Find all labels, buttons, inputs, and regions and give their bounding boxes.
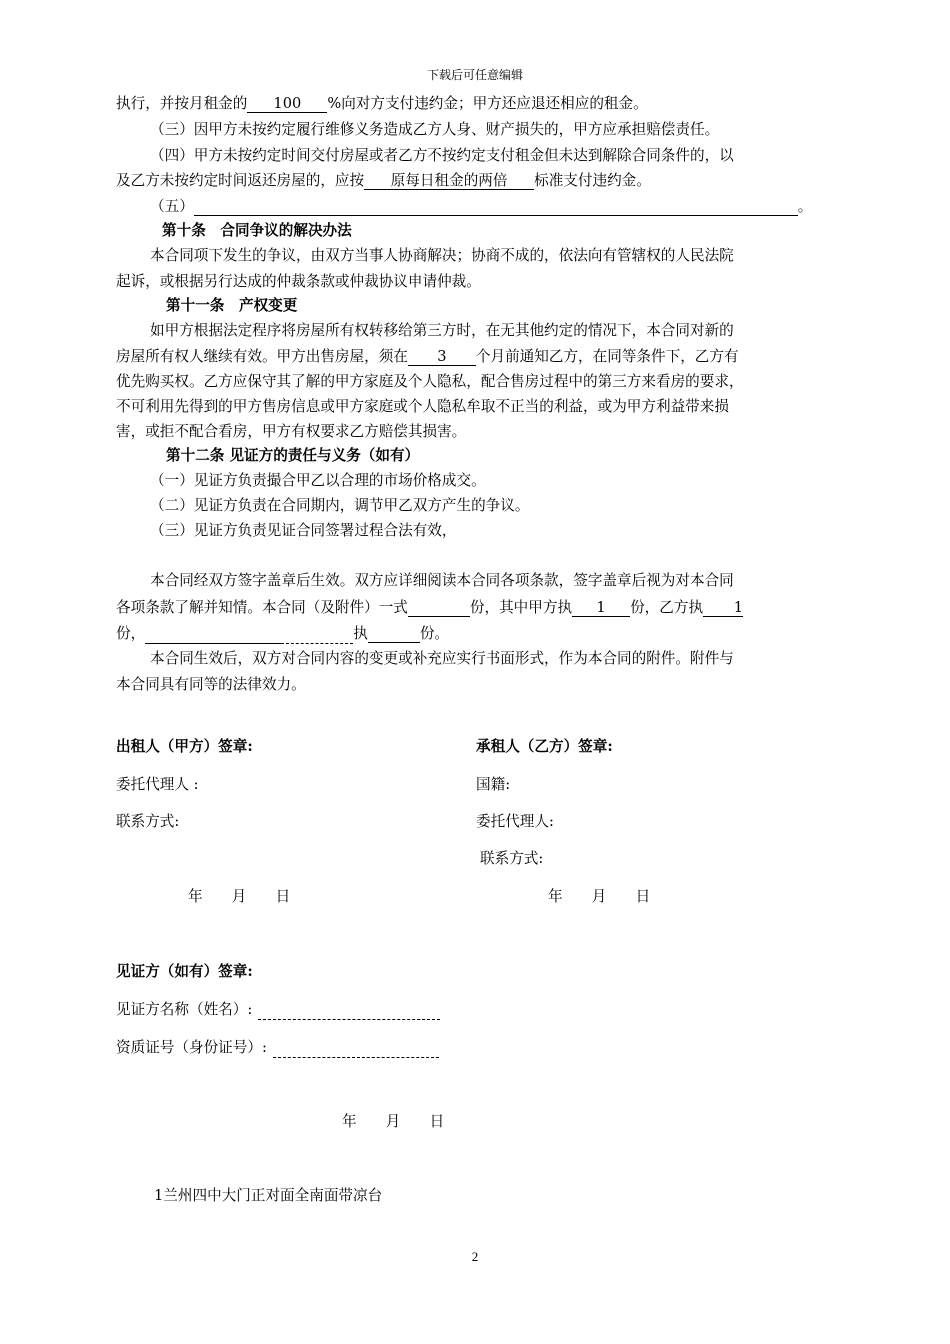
article-11-line-4: 不可利用先得到的甲方售房信息或甲方家庭或个人隐私牟取不正当的利益，或为甲方利益带来损 [116, 398, 729, 415]
lessee-nationality-label: 国籍: [476, 776, 511, 793]
witness-id-line: 资质证号（身份证号）: [116, 1039, 439, 1058]
lessor-date: 年 月 日 [188, 888, 291, 905]
article-12-item-2: （二）见证方负责在合同期内，调节甲乙双方产生的争议。 [150, 497, 530, 514]
lessor-agent-label: 委托代理人 : [116, 776, 199, 793]
clause-9-line-1: 执行，并按月租金的 100 %向对方支付违约金；甲方还应退还相应的租金。 [116, 95, 648, 112]
witness-id-blank [273, 1039, 439, 1058]
lessee-signature-title: 承租人（乙方）签章: [476, 738, 613, 755]
article-11-line-2: 房屋所有权人继续有效。甲方出售房屋，须在 3 个月前通知乙方，在同等条件下，乙方有 [116, 348, 739, 365]
effect-para-1: 本合同经双方签字盖章后生效。双方应详细阅读本合同各项条款，签字盖章后视为对本合同 [150, 572, 734, 589]
lessor-contact-label: 联系方式: [116, 813, 180, 830]
article-12-item-3: （三）见证方负责见证合同签署过程合法有效， [150, 522, 457, 539]
effect-para-4: 本合同生效后，双方对合同内容的变更或补充应实行书面形式，作为本合同的附件。附件与 [150, 650, 734, 667]
clause-9-item-4: （四）甲方未按约定时间交付房屋或者乙方不按约定支付租金但未达到解除合同条件的，以 [150, 147, 734, 164]
article-11-line-5: 害，或拒不配合看房，甲方有权要求乙方赔偿其损害。 [116, 423, 467, 440]
effect-para-5: 本合同具有同等的法律效力。 [116, 676, 306, 693]
clause-9-item-4-cont: 及乙方未按约定时间返还房屋的，应按 原每日租金的两倍 标准支付违约金。 [116, 172, 651, 189]
holder-blank-solid [145, 625, 281, 644]
article-11-title: 第十一条 产权变更 [166, 297, 298, 314]
lessee-date: 年 月 日 [548, 888, 651, 905]
article-10-para-1: 本合同项下发生的争议，由双方当事人协商解决；协商不成的，依法向有管辖权的人民法院 [150, 247, 734, 264]
lessor-signature-title: 出租人（甲方）签章: [116, 738, 253, 755]
article-10-title: 第十条 合同争议的解决办法 [162, 222, 352, 239]
item-5-blank [194, 199, 798, 216]
witness-signature-title: 见证方（如有）签章: [116, 963, 253, 980]
penalty-percent-value: 100 [247, 96, 327, 113]
article-11-line-1: 如甲方根据法定程序将房屋所有权转移给第三方时，在无其他约定的情况下，本合同对新的 [150, 322, 734, 339]
witness-name-blank [258, 1001, 440, 1020]
copies-total-blank [408, 600, 470, 617]
article-11-line-3: 优先购买权。乙方应保守其了解的甲方家庭及个人隐私，配合售房过程中的第三方来看房的要求， [116, 373, 744, 390]
holder-copies-blank [368, 626, 420, 643]
party-b-copies-value: 1 [703, 600, 743, 617]
penalty-standard-value: 原每日租金的两倍 [364, 173, 534, 190]
article-12-item-1: （一）见证方负责撮合甲乙以合理的市场价格成交。 [150, 472, 486, 489]
notice-months-value: 3 [408, 349, 476, 366]
party-a-copies-value: 1 [572, 600, 630, 617]
page-number: 2 [471, 1249, 479, 1264]
effect-para-3: 份， 执 份。 [116, 625, 450, 642]
witness-name-line: 见证方名称（姓名）: [116, 1001, 440, 1020]
article-10-para-2: 起诉，或根据另行达成的仲裁条款或仲裁协议申请仲裁。 [116, 273, 481, 290]
holder-blank-dashed [281, 625, 353, 644]
lessee-contact-label: 联系方式: [480, 850, 544, 867]
clause-9-item-3: （三）因甲方未按约定履行维修义务造成乙方人身、财产损失的，甲方应承担赔偿责任。 [150, 121, 720, 138]
effect-para-2: 各项条款了解并知情。本合同（及附件）一式 份，其中甲方执 1 份，乙方执 1 [116, 599, 744, 616]
article-12-title: 第十二条 见证方的责任与义务（如有） [166, 447, 420, 464]
footnote: 1兰州四中大门正对面全南面带凉台 [154, 1187, 383, 1204]
page-header: 下载后可任意编辑 [426, 68, 523, 82]
clause-9-item-5: （五） 。 [150, 198, 813, 215]
witness-date: 年 月 日 [342, 1113, 445, 1130]
lessee-agent-label: 委托代理人: [476, 813, 554, 830]
